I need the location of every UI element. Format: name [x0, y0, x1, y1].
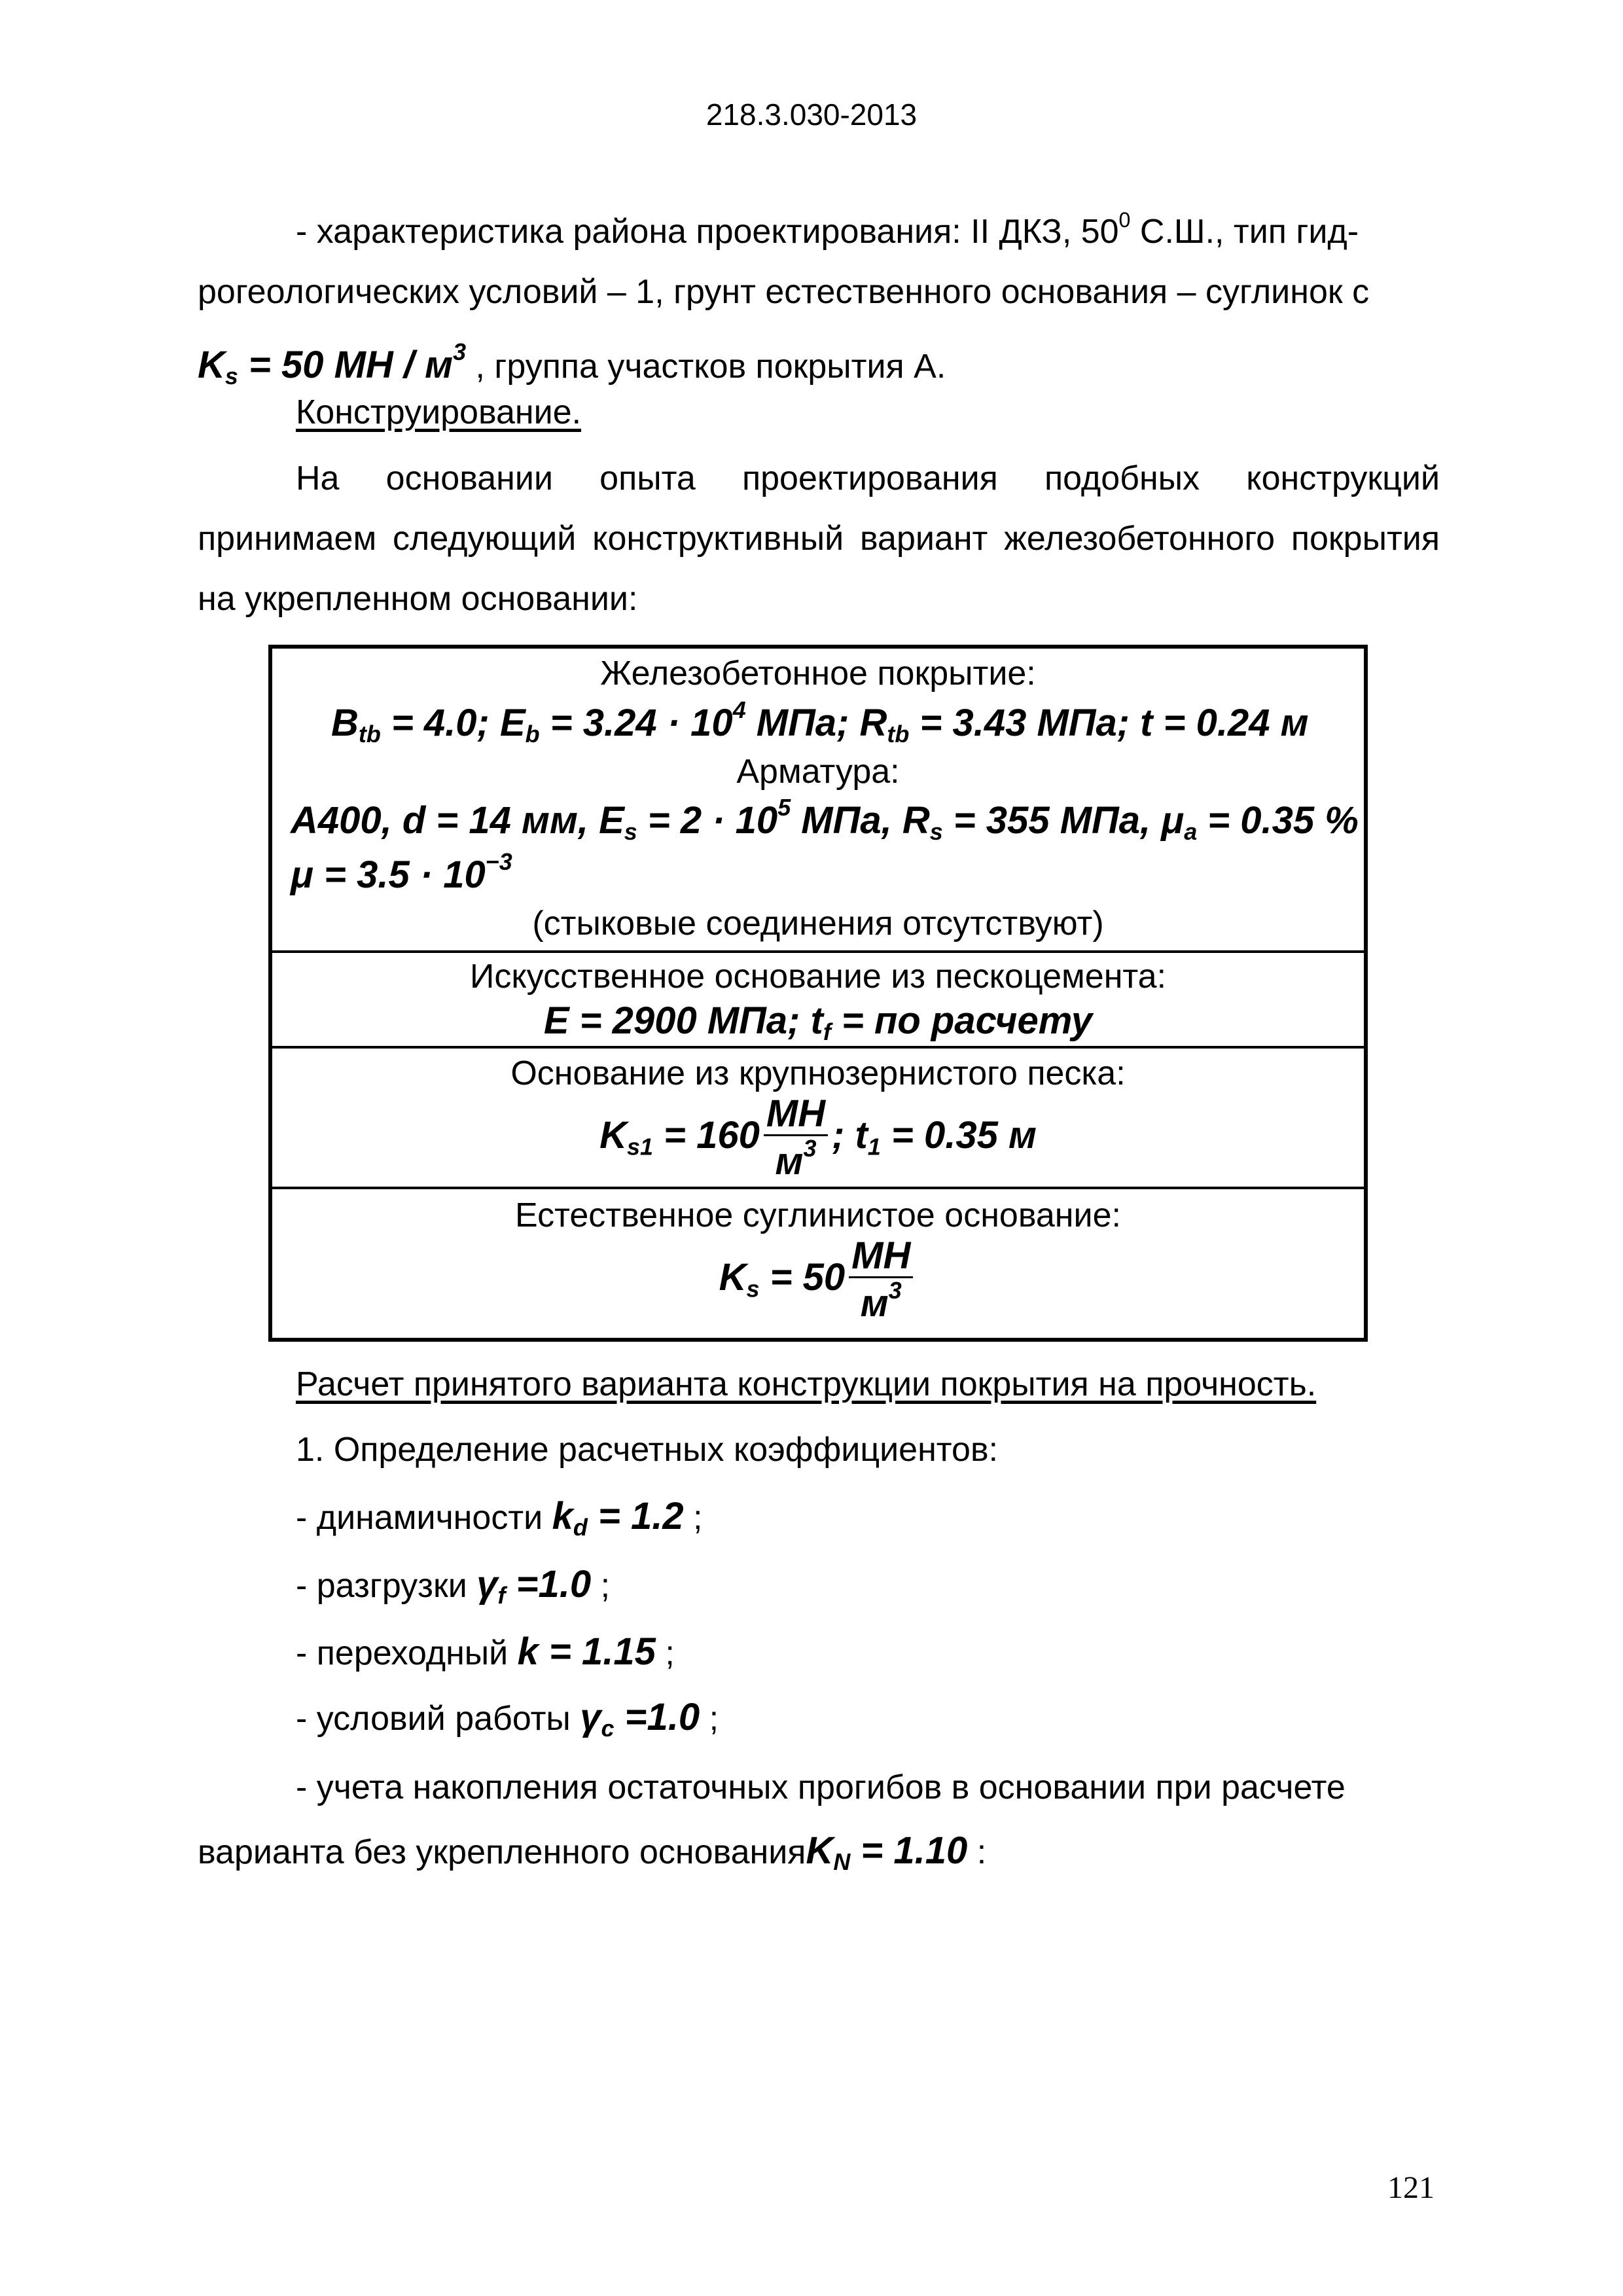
rebar-title: Арматура:: [736, 753, 900, 791]
sand-layer-cell: [272, 1049, 1364, 1189]
k-transition-line: - переходный k = 1.15 ;: [296, 1630, 675, 1673]
degree-sup: 0: [1118, 208, 1131, 232]
kd-line: - динамичности $k_d = 1.2$ ;: [296, 1495, 703, 1541]
k-formula: k = 1.15: [517, 1630, 656, 1673]
intro-line-1: [198, 190, 1440, 262]
sandcement-layer-cell: [272, 953, 1364, 1048]
kd-formula: $k_d = 1.2$: [552, 1495, 684, 1541]
gamma-f-line: - разгрузки $\gamma_f =1.0$ ;: [296, 1563, 611, 1609]
document-code: 218.3.030-2013: [705, 98, 918, 132]
gamma-f-formula: $\gamma_f =1.0$: [476, 1563, 592, 1609]
concrete-note: (стыковые соединения отсутствуют): [532, 905, 1104, 942]
concrete-title: Железобетонное покрытие:: [600, 655, 1036, 692]
sandcement-title: Искусственное основание из пескоцемента:: [469, 958, 1167, 996]
loam-title: Естественное суглинистое основание:: [515, 1196, 1121, 1234]
kn-formula: $K_N = 1.10$: [806, 1829, 968, 1876]
design-heading: Конструирование.: [296, 393, 582, 431]
loam-formula: $K_s = 50$ $\frac{МН}{м^3}$: [272, 1236, 1364, 1324]
design-paragraph: На основании опыта проектирования подобных конструкций принимаем следующий конструктивный вариант железобетонного покрытия на укрепленном основании:: [198, 459, 1440, 618]
gamma-c-formula: $\gamma_c =1.0$: [580, 1696, 700, 1742]
loam-layer-cell: [272, 1189, 1364, 1336]
rebar-formula: A400, d = 14 мм, $E_s = 2 \cdot 10^5$ МПа, $R_s = 355$ МПа, $\mu_a = 0.35$ %: [291, 794, 1359, 846]
ks-formula: $K_s = 50$ МН / $м^3$: [198, 338, 467, 390]
intro-text: С.Ш., тип гид-: [1130, 213, 1359, 251]
calc-heading: Расчет принятого варианта конструкции покрытия на прочность.: [296, 1365, 1317, 1403]
sand-title: Основание из крупнозернистого песка:: [510, 1054, 1126, 1092]
fraction: $\frac{МН}{м^3}$: [764, 1094, 828, 1182]
intro-line-2: рогеологических условий – 1, грунт естественного основания – суглинок с: [198, 273, 1370, 312]
kn-line-2: варианта без укрепленного основанияK$_N$ = 1.10 :: [198, 1829, 987, 1876]
concrete-formula: $B_{tb} = 4.0$; $E_b = 3.24 \cdot 10^4$ МПа; $R_{tb} = 3.43$ МПа; t = 0.24 м: [331, 696, 1309, 748]
intro-text: , группа участков покрытия А.: [466, 348, 946, 386]
sand-formula: $K_{s1} = 160$ $\frac{МН}{м^3}$ ; $t_1 = 0.35$ м: [599, 1092, 1037, 1183]
gamma-c-line: - условий работы $\gamma_c =1.0$ ;: [296, 1696, 719, 1742]
calc-item-1: 1. Определение расчетных коэффициентов:: [296, 1431, 999, 1469]
intro-text: - характеристика района проектирования: II ДКЗ, 50: [296, 213, 1119, 251]
pavement-layers-table: [268, 645, 1368, 1342]
concrete-layer-cell: [272, 649, 1364, 956]
fraction: $\frac{МН}{м^3}$: [849, 1236, 913, 1324]
intro-paragraph: [198, 190, 1440, 406]
mu-formula: $\mu = 3.5 \cdot 10^{-3}$: [291, 848, 512, 896]
sandcement-formula: E = 2900 МПа; $t_f$ = по расчету: [543, 999, 1093, 1046]
kn-line-1: - учета накопления остаточных прогибов в основании при расчете: [296, 1768, 1346, 1806]
page-number: 121: [1387, 2170, 1435, 2205]
